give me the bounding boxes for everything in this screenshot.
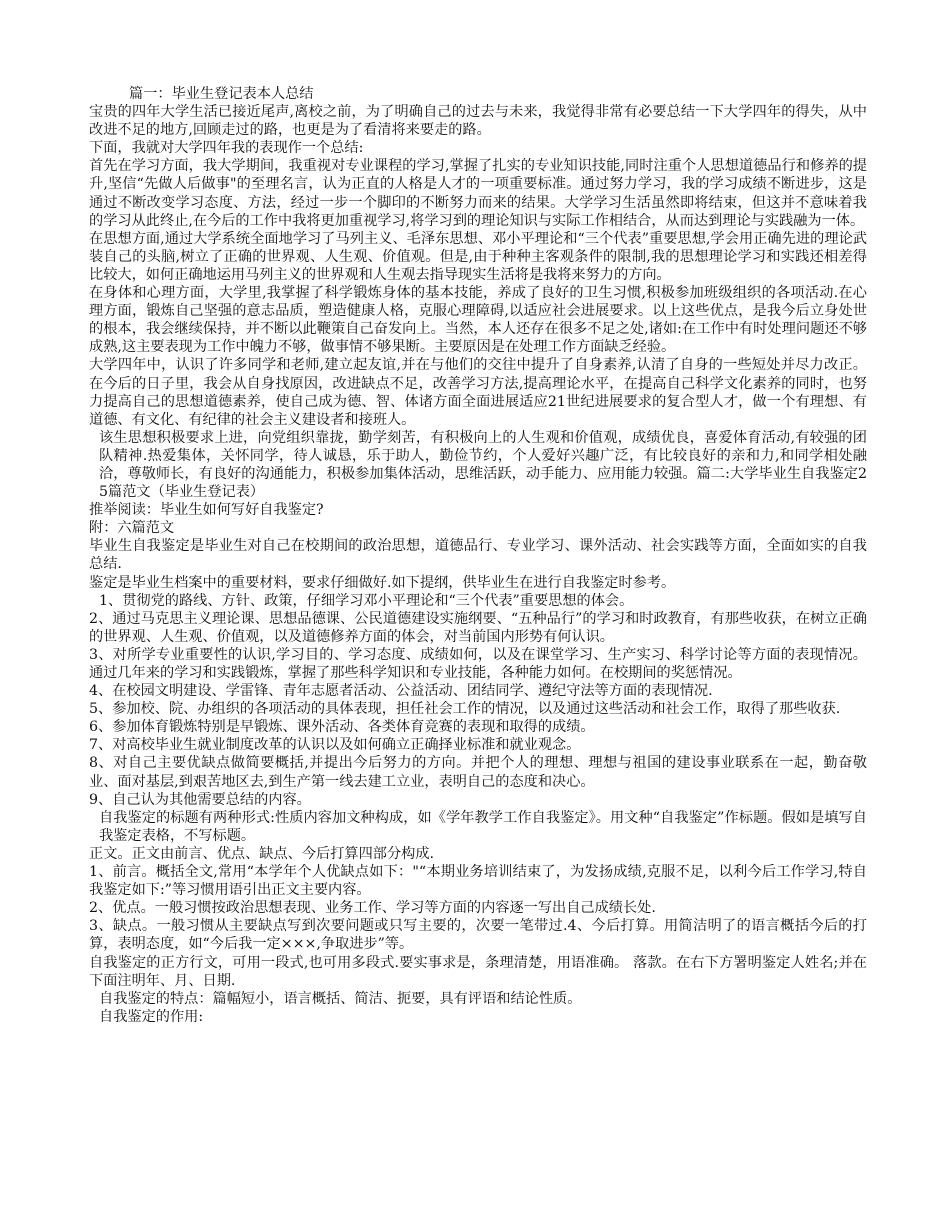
list-item: 7、对高校毕业生就业制度改革的认识以及如何确立正确择业标准和就业观念。 [89, 737, 581, 754]
list-item: 2、通过马克思主义理论课、思想品德课、公民道德建设实施纲要、“五种品行”的学习和时政教育，有那些收获，在树立正确的世界观、人生观、价值观，以及道德修养方面的体会，对当前国内形势有何认识。 [89, 610, 867, 645]
list-item: 5、参加校、院、办组织的各项活动的具体表现，担任社会工作的情况，以及通过这些活动和社会工作，取得了那些收获. [89, 701, 841, 718]
list-item: 1、贯彻党的路线、方针、政策，仔细学习邓小平理论和“三个代表”重要思想的体会。 [99, 592, 634, 609]
paragraph: 鉴定是毕业生档案中的重要材料，要求仔细做好.如下提纲，供毕业生在进行自我鉴定时参考。 [89, 574, 676, 591]
paragraph: 宝贵的四年大学生活已接近尾声,离校之前，为了明确自己的过去与未来，我觉得非常有必要总结一下大学四年的得失，从中改进不足的地方,回顾走过的路，也更是为了看清将来要走的路。 [89, 104, 867, 139]
paragraph: 该生思想积极要求上进，向党组织靠拢，勤学刻苦，有积极向上的人生观和价值观，成绩优良，喜爱体育活动,有较强的团队精神.热爱集体，关怀同学，待人诚恳，乐于助人，勤俭节约，个人爱好兴趣广泛，有比较良好的亲和力,和同学相处融洽，尊敬师长，有良好的沟通能力，积极参加集体活动，思维活跃，动手能力、应用能力较强。篇二:大学毕业生自我鉴定25篇范文（毕业生登记表） [99, 429, 867, 501]
list-item: 6、参加体育锻炼特别是早锻炼、课外活动、各类体育竞赛的表现和取得的成绩。 [89, 719, 595, 736]
list-item: 4、在校园文明建设、学雷锋、青年志愿者活动、公益活动、团结同学、遵纪守法等方面的表现情况. [89, 683, 713, 700]
paragraph: 推举阅读：毕业生如何写好自我鉴定? [89, 502, 324, 519]
paragraph: 在思想方面,通过大学系统全面地学习了马列主义、毛泽东思想、邓小平理论和“三个代表”重要思想,学会用正确先进的理论武装自己的头脑,树立了正确的世界观、人生观、价值观。但是,由于种种主客观条件的限制,我的思想理论学习和实践还相差得比较大，如何正确地运用马列主义的世界观和人生观去指导现实生活将是我将来努力的方向。 [89, 230, 867, 283]
paragraph: 正文。正文由前言、优点、缺点、今后打算四部分构成. [89, 845, 435, 862]
paragraph: 自我鉴定的标题有两种形式:性质内容加文种构成，如《学年教学工作自我鉴定》。用文种“自我鉴定”作标题。假如是填写自我鉴定表格，不写标题。 [99, 809, 867, 844]
list-item: 3、缺点。一般习惯从主要缺点写到次要问题或只写主要的，次要一笔带过.4、今后打算。用简洁明了的语言概括今后的打算，表明态度，如“今后我一定×××,争取进步”等。 [89, 918, 867, 953]
paragraph: 毕业生自我鉴定是毕业生对自己在校期间的政治思想，道德品行、专业学习、课外活动、社会实践等方面，全面如实的自我总结. [89, 538, 867, 573]
paragraph: 附：六篇范文 [89, 520, 175, 537]
paragraph: 大学四年中，认识了许多同学和老师,建立起友谊,并在与他们的交往中提升了自身素养,认清了自身的一些短处并尽力改正。在今后的日子里，我会从自身找原因，改进缺点不足，改善学习方法,提高理论水平，在提高自己科学文化素养的同时，也努力提高自己的思想道德素养，使自己成为德、智、体诸方面全面进展适应21世纪进展要求的复合型人才，做一个有理想、有道德、有文化、有纪律的社会主义建设者和接班人。 [89, 357, 867, 428]
list-item: 3、对所学专业重要性的认识,学习目的、学习态度、成绩如何，以及在课堂学习、生产实习、科学讨论等方面的表现情况。通过几年来的学习和实践锻炼，掌握了那些科学知识和专业技能，各种能力如何。在校期间的奖惩情况。 [89, 646, 867, 681]
document-title: 篇一：毕业生登记表本人总结 [129, 86, 314, 102]
list-item: 8、对自己主要优缺点做简要概括,并提出今后努力的方向。并把个人的理想、理想与祖国的建设事业联系在一起，勤奋敬业、面对基层,到艰苦地区去,到生产第一线去建工立业，表明自己的态度和决心。 [89, 755, 867, 790]
paragraph: 在身体和心理方面，大学里,我掌握了科学锻炼身体的基本技能，养成了良好的卫生习惯,积极参加班级组织的各项活动.在心理方面，锻炼自己坚强的意志品质，塑造健康人格，克服心理障碍,以适应社会进展要求。以上这些优点，是我今后立身处世的根本，我会继续保持，并不断以此鞭策自己奋发向上。当然，本人还存在很多不足之处,诸如:在工作中有时处理问题还不够成熟,这主要表现为工作中魄力不够，做事情不够果断。主要原因是在处理工作方面缺乏经验。 [89, 285, 867, 356]
paragraph: 自我鉴定的特点：篇幅短小，语言概括、简洁、扼要，具有评语和结论性质。 [99, 990, 582, 1007]
paragraph: 首先在学习方面，我大学期间，我重视对专业课程的学习,掌握了扎实的专业知识技能,同时注重个人思想道德品行和修养的提升,坚信“先做人后做事"的至理名言，认为正直的人格是人才的一项重要标准。通过努力学习，我的学习成绩不断进步，这是通过不断改变学习态度、方法，经过一步一个脚印的不断努力而来的结果。大学学习生活虽然即将结束，但这并不意味着我的学习从此终止,在今后的工作中我将更加重视学习,将学习到的理论知识与实际工作相结合，从而达到理论与实践融为一体。 [89, 158, 867, 229]
list-item: 9、自己认为其他需要总结的内容。 [89, 791, 311, 808]
list-item: 2、优点。一般习惯按政治思想表现、业务工作、学习等方面的内容逐一写出自己成绩长处. [89, 900, 656, 917]
paragraph: 自我鉴定的正方行文，可用一段式,也可用多段式.要实事求是，条理清楚，用语准确。 落款。在右下方署明鉴定人姓名;并在下面注明年、月、日期. [89, 954, 867, 989]
paragraph: 自我鉴定的作用: [99, 1008, 204, 1025]
document-body [89, 85, 867, 1026]
list-item: 1、前言。概括全文,常用“本学年个人优缺点如下："“本期业务培训结束了，为发扬成绩,克服不足，以利今后工作学习,特自我鉴定如下:”等习惯用语引出正文主要内容。 [89, 864, 867, 899]
paragraph: 下面，我就对大学四年我的表现作一个总结: [89, 140, 364, 157]
